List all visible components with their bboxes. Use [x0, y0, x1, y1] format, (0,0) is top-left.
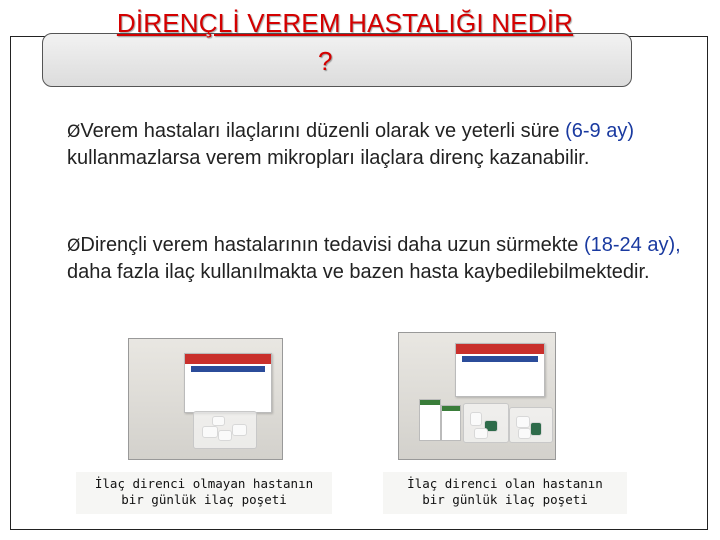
pill-bag-image	[463, 403, 509, 443]
paragraph-2-duration: (18-24 ay),	[583, 234, 681, 256]
caption-1-line-1: İlaç direnci olmayan hastanın	[94, 476, 314, 491]
medicine-bottle-image	[419, 399, 441, 441]
arrow-bullet-icon: Ø	[67, 236, 81, 256]
slide-title-question-mark: ?	[318, 46, 333, 76]
paragraph-2-text-cont: daha fazla ilaç kullanılmakta ve bazen hasta kaybedilebilmektedir.	[67, 261, 650, 283]
paragraph-2-text: Dirençli verem hastalarının tedavisi daha uzun sürmekte	[80, 234, 584, 256]
medication-bag-photo-2	[398, 332, 556, 460]
medicine-bottle-image	[441, 405, 461, 441]
caption-2-line-1: İlaç direnci olan hastanın	[407, 476, 603, 491]
medicine-box-image	[455, 343, 545, 397]
paragraph-1-text: Verem hastaları ilaçlarını düzenli olarak ve yeterli süre	[80, 120, 560, 142]
title-box	[42, 33, 632, 87]
slide-title: DİRENÇLİ VEREM HASTALIĞI NEDİR	[116, 8, 574, 38]
medicine-box-image	[184, 353, 272, 413]
paragraph-2	[67, 232, 687, 285]
medication-bag-photo-1	[128, 338, 283, 460]
arrow-bullet-icon: Ø	[67, 122, 81, 142]
image-caption-1	[76, 472, 332, 514]
pill-bag-image	[193, 411, 257, 449]
caption-1-line-2: bir günlük ilaç poşeti	[121, 492, 287, 507]
image-caption-2	[383, 472, 627, 514]
paragraph-1-duration: (6-9 ay)	[565, 120, 634, 142]
paragraph-1-text-cont: kullanmazlarsa verem mikropları ilaçlara direnç kazanabilir.	[67, 147, 590, 169]
pill-bag-image	[509, 407, 553, 443]
caption-2-line-2: bir günlük ilaç poşeti	[422, 492, 588, 507]
paragraph-1	[67, 118, 687, 171]
